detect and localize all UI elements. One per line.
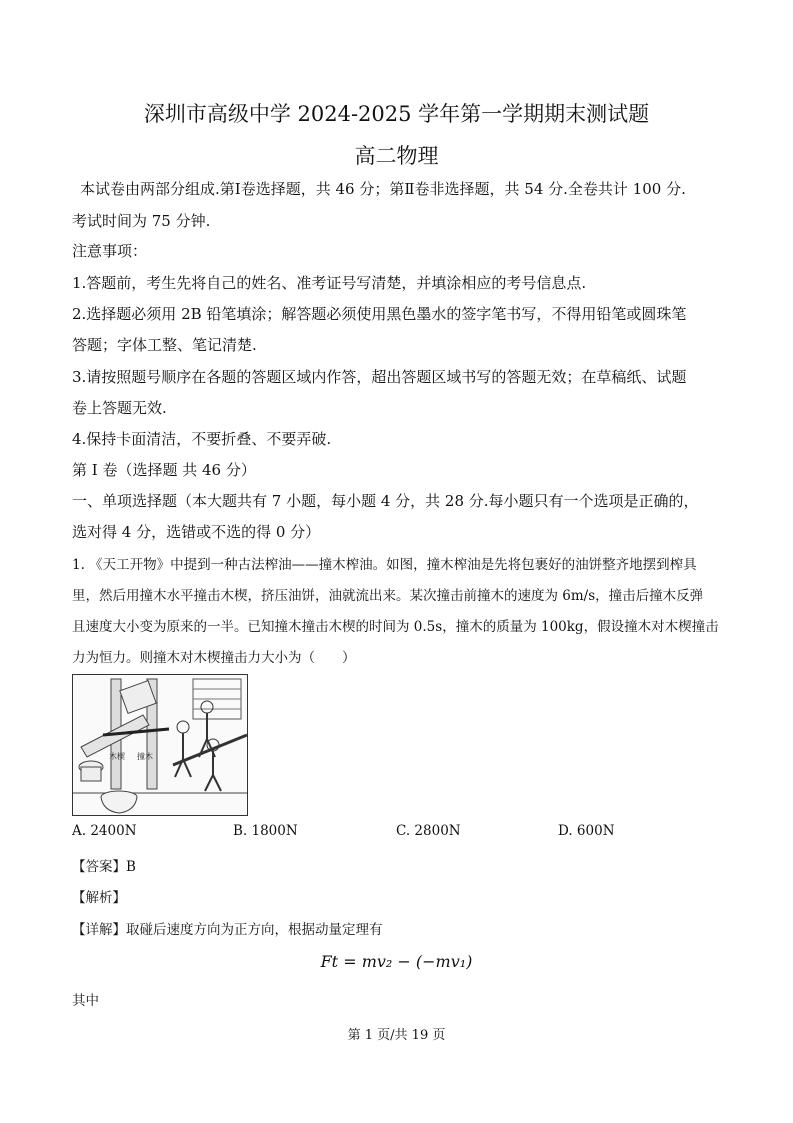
note-2a: 2.选择题必须用 2B 铅笔填涂；解答题必须使用黑色墨水的签字笔书写，不得用铅笔或圆珠笔 (72, 305, 687, 323)
note-1: 1.答题前，考生先将自己的姓名、准考证号写清楚，并填涂相应的考号信息点. (72, 274, 587, 292)
analysis-label: 【解析】 (72, 890, 126, 906)
note-3b: 卷上答题无效. (72, 399, 167, 417)
section-type-a: 一、单项选择题（本大题共有 7 小题，每小题 4 分，共 28 分.每小题只有一个选项是正确的， (72, 492, 699, 510)
oil-press-drawing (73, 675, 247, 815)
detail-line: 【详解】取碰后速度方向为正方向，根据动量定理有 (72, 922, 383, 938)
question-1-line-1: 1. 《天工开物》中提到一种古法榨油——撞木榨油。如图，撞木榨油是先将包裹好的油饼整齐地摆到榨具 (72, 557, 697, 573)
momentum-formula: Ft = mv₂ − (−mv₁) (320, 952, 473, 971)
question-1-line-3: 且速度大小变为原来的一半。已知撞木撞击木楔的时间为 0.5s，撞木的质量为 100kg，假设撞木对木楔撞击 (72, 619, 719, 635)
note-4: 4.保持卡面清洁，不要折叠、不要弄破. (72, 430, 332, 448)
question-1-line-4: 力为恒力。则撞木对木楔撞击力大小为（ ） (72, 650, 356, 666)
option-b[interactable]: B. 1800N (233, 823, 298, 839)
question-1-line-2: 里，然后用撞木水平撞击木楔，挤压油饼，油就流出来。某次撞击前撞木的速度为 6m/s，撞击后撞木反弹 (72, 588, 704, 604)
option-a[interactable]: A. 2400N (72, 823, 137, 839)
section-type-b: 选对得 4 分，选错或不选的得 0 分） (72, 523, 321, 541)
option-c[interactable]: C. 2800N (396, 823, 461, 839)
notes-heading: 注意事项： (72, 242, 148, 260)
page-number: 第 1 页/共 19 页 (347, 1028, 446, 1043)
option-d[interactable]: D. 600N (558, 823, 615, 839)
intro-line-2: 考试时间为 75 分钟. (72, 212, 211, 230)
page-title: 深圳市高级中学 2024-2025 学年第一学期期末测试题 (143, 102, 650, 126)
note-3a: 3.请按照题号顺序在各题的答题区域内作答，超出答题区域书写的答题无效；在草稿纸、试题 (72, 368, 687, 386)
intro-line-1: 本试卷由两部分组成.第Ⅰ卷选择题，共 46 分；第Ⅱ卷非选择题，共 54 分.全卷共计 100 分. (80, 180, 686, 198)
answer-line: 【答案】B (72, 859, 136, 875)
figure-label-ram: 撞木 (137, 752, 153, 761)
oil-press-illustration (72, 674, 248, 816)
page-subtitle: 高二物理 (354, 144, 439, 168)
where-label: 其中 (72, 993, 99, 1009)
figure-label-wedge: 木楔 (109, 752, 125, 761)
note-2b: 答题；字体工整、笔记清楚. (72, 336, 257, 354)
section-part: 第 Ⅰ 卷（选择题 共 46 分） (72, 461, 256, 479)
